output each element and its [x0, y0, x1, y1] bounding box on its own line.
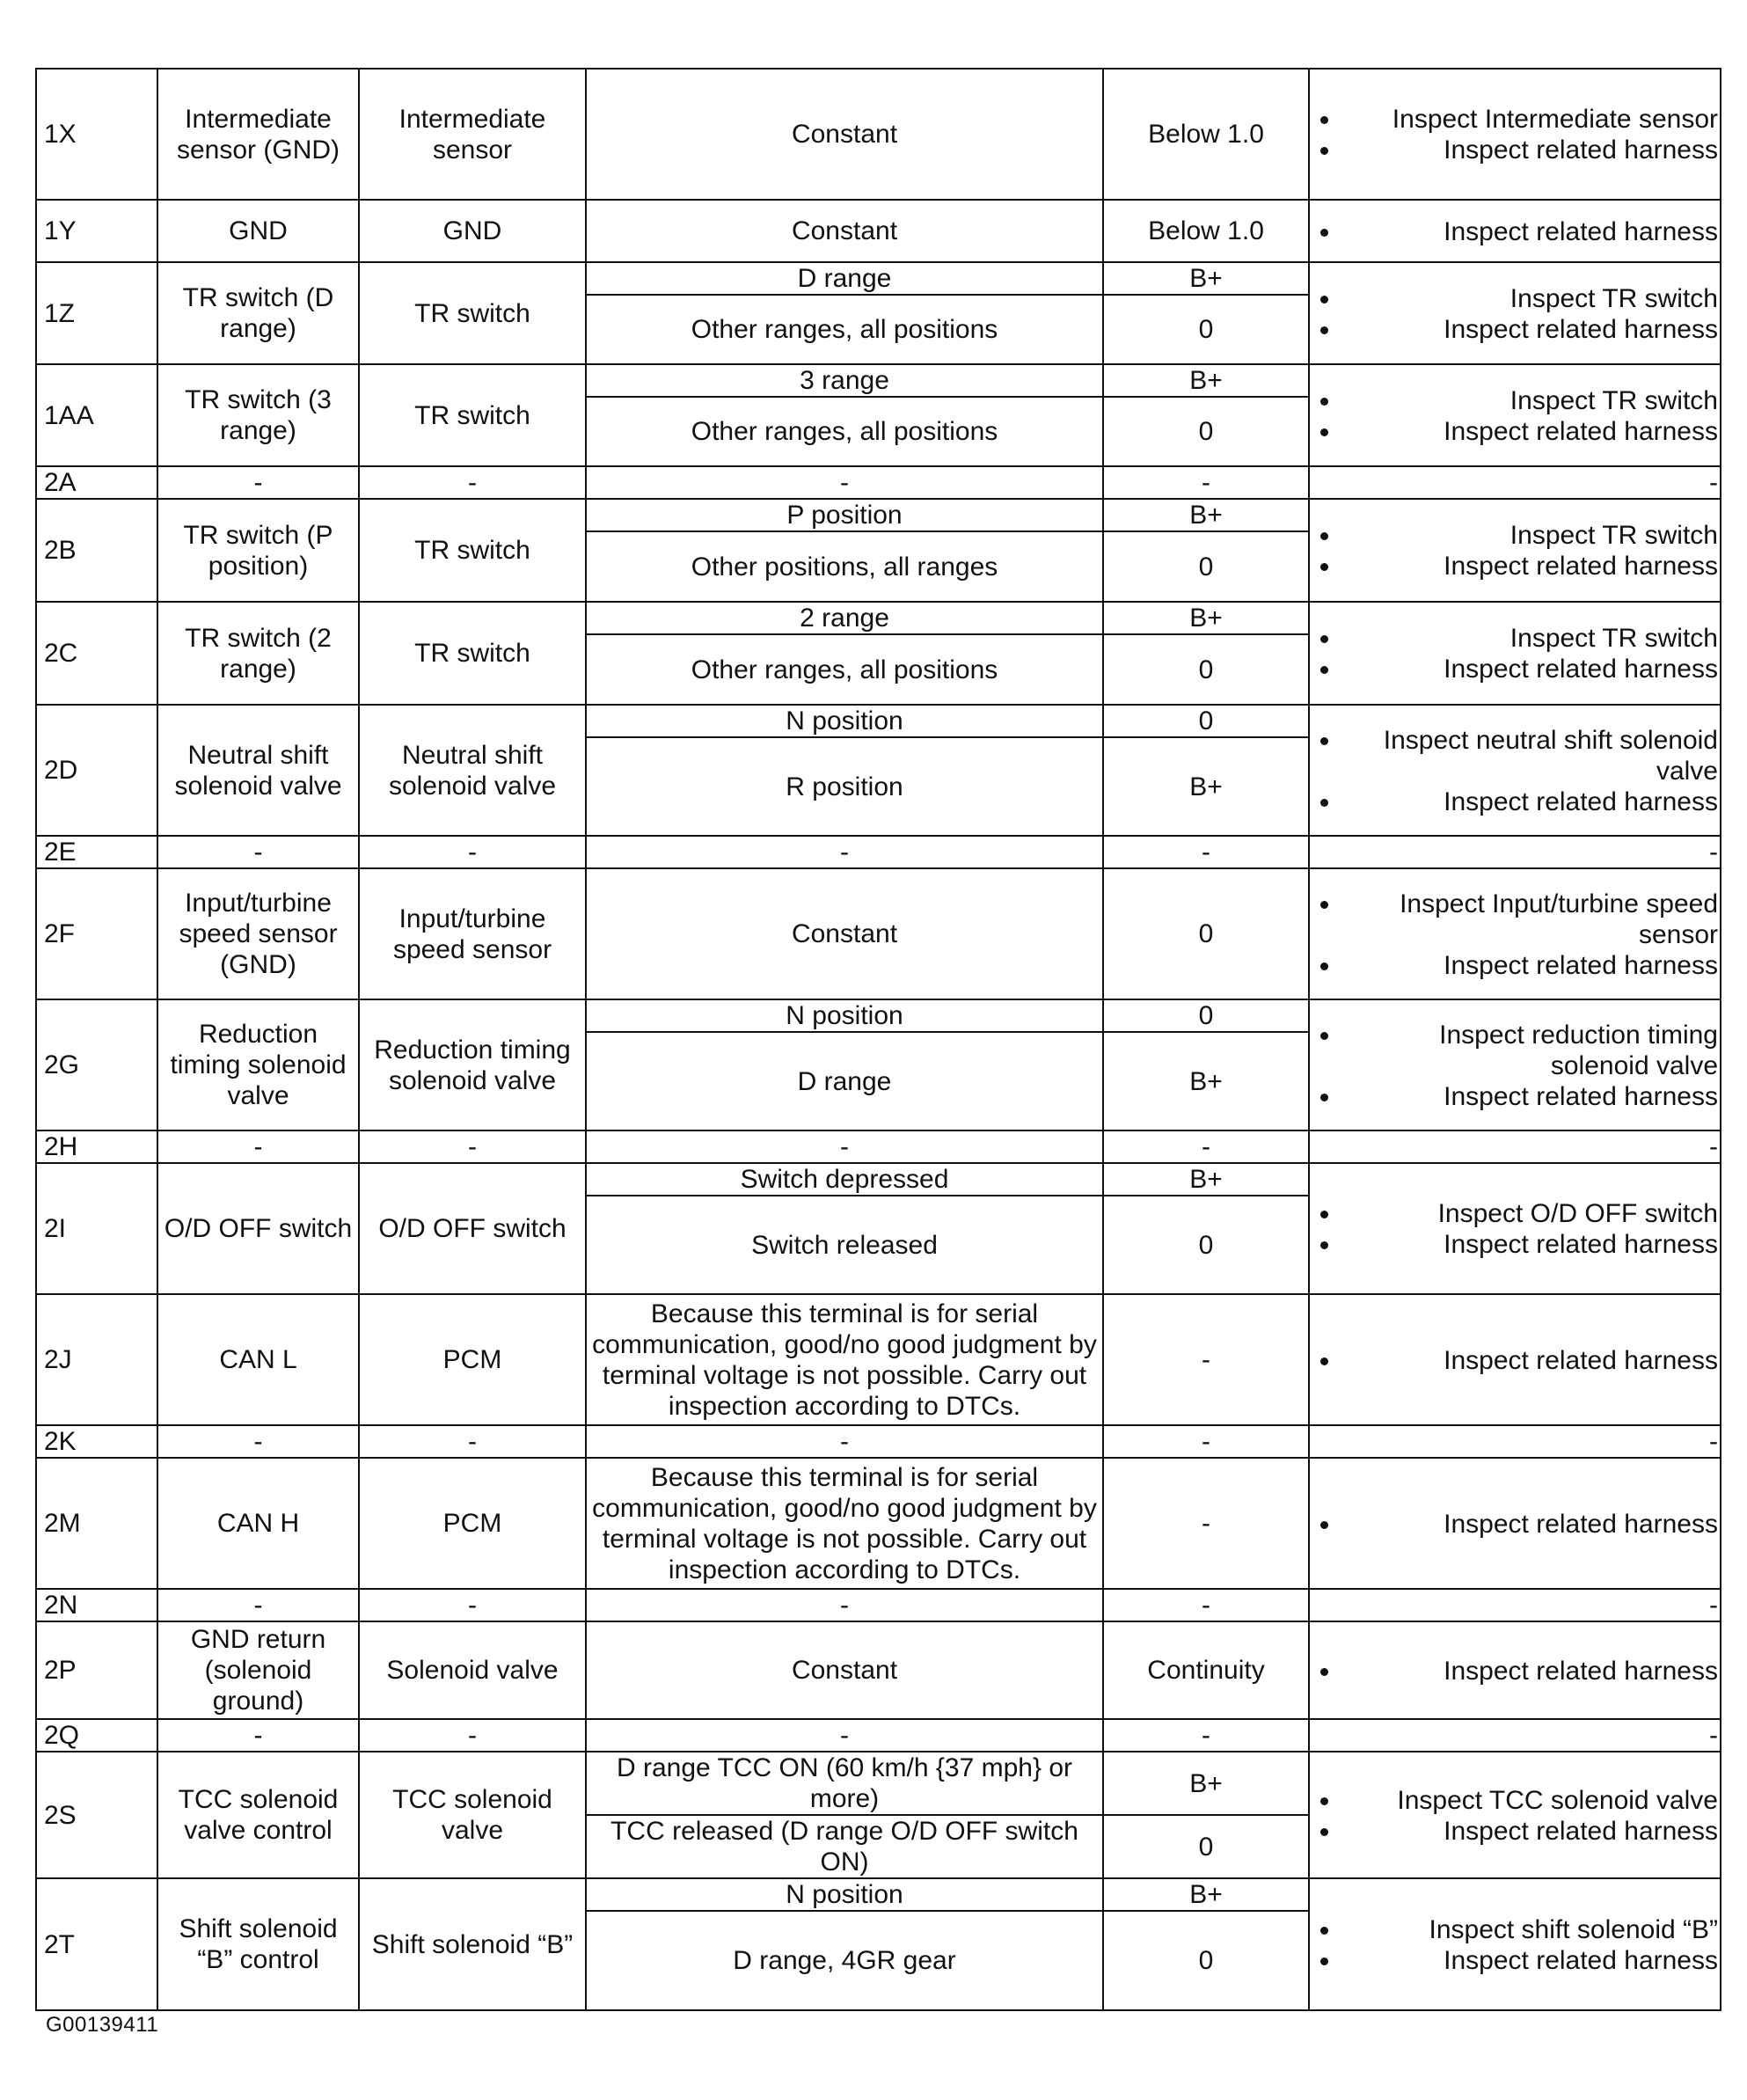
- terminal-cell: 2G: [36, 999, 157, 1130]
- action-cell: [1309, 705, 1721, 836]
- connected-name-cell: Shift solenoid “B”: [359, 1878, 586, 2010]
- action-item: • Inspect related harness: [1341, 135, 1718, 165]
- connected-name-cell: TR switch: [359, 364, 586, 466]
- condition-cell: Constant: [586, 69, 1103, 200]
- voltage-cell: Below 1.0: [1103, 69, 1309, 200]
- table-row: [36, 200, 1721, 262]
- connected-to-cell: Input/turbine speed sensor (GND): [157, 868, 359, 999]
- action-cell: [1309, 262, 1721, 364]
- condition-cell: Switch depressed: [586, 1163, 1103, 1196]
- action-cell: [1309, 1458, 1721, 1589]
- connected-name-cell: GND: [359, 200, 586, 262]
- terminal-cell: 2K: [36, 1425, 157, 1458]
- terminal-cell: 1X: [36, 69, 157, 200]
- action-cell: [1309, 868, 1721, 999]
- terminal-voltage-table: [35, 68, 1721, 2011]
- connected-to-cell: CAN L: [157, 1294, 359, 1425]
- table-row: [36, 868, 1721, 999]
- table-row: [36, 1719, 1721, 1752]
- condition-cell: P position: [586, 499, 1103, 531]
- action-cell: [1309, 1163, 1721, 1294]
- action-item: • Inspect TR switch: [1341, 623, 1718, 654]
- table-row: [36, 705, 1721, 737]
- table-row: [36, 1752, 1721, 1815]
- table-row: [36, 1163, 1721, 1196]
- connected-to-cell: -: [157, 836, 359, 868]
- action-list: [1315, 1914, 1718, 1976]
- action-list: [1315, 104, 1718, 165]
- voltage-cell: -: [1103, 836, 1309, 868]
- terminal-cell: 2N: [36, 1589, 157, 1621]
- condition-cell: N position: [586, 999, 1103, 1032]
- connected-name-cell: -: [359, 1719, 586, 1752]
- voltage-cell: Below 1.0: [1103, 200, 1309, 262]
- action-item: • Inspect related harness: [1341, 1081, 1718, 1112]
- connected-to-cell: GND return (solenoid ground): [157, 1621, 359, 1719]
- connected-to-cell: Reduction timing solenoid valve: [157, 999, 359, 1130]
- condition-cell: Other ranges, all positions: [586, 295, 1103, 364]
- terminal-cell: 2S: [36, 1752, 157, 1878]
- action-item: • Inspect related harness: [1341, 216, 1718, 247]
- connected-name-cell: -: [359, 1425, 586, 1458]
- voltage-cell: 0: [1103, 397, 1309, 466]
- action-item: • Inspect related harness: [1341, 1816, 1718, 1847]
- action-list: [1315, 623, 1718, 684]
- condition-cell: Other ranges, all positions: [586, 397, 1103, 466]
- action-item: • Inspect related harness: [1341, 787, 1718, 817]
- table-row: [36, 1589, 1721, 1621]
- terminal-cell: 1Z: [36, 262, 157, 364]
- connected-name-cell: O/D OFF switch: [359, 1163, 586, 1294]
- action-cell: -: [1309, 466, 1721, 499]
- condition-cell: Constant: [586, 1621, 1103, 1719]
- action-cell: -: [1309, 1589, 1721, 1621]
- table-row: [36, 1425, 1721, 1458]
- voltage-cell: 0: [1103, 531, 1309, 602]
- condition-cell: Because this terminal is for serial communication, good/no good judgment by terminal voltage is not possible. Carry out inspection according to DTCs.: [586, 1458, 1103, 1589]
- connected-to-cell: -: [157, 1589, 359, 1621]
- table-row: [36, 1130, 1721, 1163]
- voltage-cell: 0: [1103, 1196, 1309, 1294]
- voltage-cell: 0: [1103, 705, 1309, 737]
- voltage-cell: Continuity: [1103, 1621, 1309, 1719]
- action-cell: [1309, 602, 1721, 705]
- condition-cell: -: [586, 1719, 1103, 1752]
- voltage-cell: -: [1103, 1130, 1309, 1163]
- condition-cell: D range: [586, 262, 1103, 295]
- action-item: • Inspect related harness: [1341, 314, 1718, 345]
- action-cell: [1309, 200, 1721, 262]
- connected-name-cell: Reduction timing solenoid valve: [359, 999, 586, 1130]
- connected-name-cell: -: [359, 836, 586, 868]
- action-list: [1315, 1656, 1718, 1687]
- action-cell: -: [1309, 1130, 1721, 1163]
- condition-cell: N position: [586, 1878, 1103, 1911]
- terminal-cell: 2P: [36, 1621, 157, 1719]
- action-cell: [1309, 364, 1721, 466]
- terminal-cell: 2B: [36, 499, 157, 602]
- table-row: [36, 499, 1721, 531]
- voltage-cell: B+: [1103, 737, 1309, 836]
- action-item: • Inspect related harness: [1341, 654, 1718, 684]
- connected-name-cell: -: [359, 466, 586, 499]
- action-cell: [1309, 1294, 1721, 1425]
- voltage-cell: 0: [1103, 634, 1309, 705]
- action-list: [1315, 283, 1718, 345]
- action-list: [1315, 1198, 1718, 1260]
- action-item: • Inspect related harness: [1341, 1656, 1718, 1687]
- connected-to-cell: -: [157, 1425, 359, 1458]
- condition-cell: Other positions, all ranges: [586, 531, 1103, 602]
- condition-cell: 2 range: [586, 602, 1103, 634]
- action-item: • Inspect reduction timing solenoid valve: [1341, 1020, 1718, 1081]
- connected-name-cell: Intermediate sensor: [359, 69, 586, 200]
- action-cell: [1309, 69, 1721, 200]
- condition-cell: -: [586, 1589, 1103, 1621]
- connected-name-cell: TR switch: [359, 499, 586, 602]
- condition-cell: -: [586, 1425, 1103, 1458]
- connected-to-cell: TR switch (3 range): [157, 364, 359, 466]
- connected-to-cell: -: [157, 1719, 359, 1752]
- voltage-cell: 0: [1103, 295, 1309, 364]
- table-row: [36, 602, 1721, 634]
- terminal-cell: 2I: [36, 1163, 157, 1294]
- action-list: [1315, 1345, 1718, 1376]
- voltage-cell: B+: [1103, 1163, 1309, 1196]
- terminal-cell: 2E: [36, 836, 157, 868]
- connected-name-cell: TR switch: [359, 262, 586, 364]
- voltage-cell: B+: [1103, 1752, 1309, 1815]
- table-row: [36, 836, 1721, 868]
- connected-to-cell: Intermediate sensor (GND): [157, 69, 359, 200]
- condition-cell: TCC released (D range O/D OFF switch ON): [586, 1815, 1103, 1878]
- action-list: [1315, 889, 1718, 981]
- condition-cell: Constant: [586, 200, 1103, 262]
- action-list: [1315, 216, 1718, 247]
- action-item: • Inspect related harness: [1341, 1945, 1718, 1976]
- condition-cell: -: [586, 1130, 1103, 1163]
- terminal-cell: 1Y: [36, 200, 157, 262]
- action-list: [1315, 520, 1718, 582]
- voltage-cell: B+: [1103, 1032, 1309, 1130]
- action-cell: -: [1309, 836, 1721, 868]
- connected-to-cell: GND: [157, 200, 359, 262]
- connected-to-cell: Neutral shift solenoid valve: [157, 705, 359, 836]
- action-list: [1315, 385, 1718, 447]
- connected-name-cell: Solenoid valve: [359, 1621, 586, 1719]
- action-item: • Inspect related harness: [1341, 416, 1718, 447]
- connected-name-cell: TCC solenoid valve: [359, 1752, 586, 1878]
- action-list: [1315, 725, 1718, 817]
- connected-to-cell: Shift solenoid “B” control: [157, 1878, 359, 2010]
- connected-to-cell: -: [157, 1130, 359, 1163]
- terminal-cell: 2M: [36, 1458, 157, 1589]
- connected-to-cell: CAN H: [157, 1458, 359, 1589]
- terminal-cell: 2J: [36, 1294, 157, 1425]
- action-list: [1315, 1509, 1718, 1540]
- action-item: • Inspect TCC solenoid valve: [1341, 1785, 1718, 1816]
- connected-name-cell: Neutral shift solenoid valve: [359, 705, 586, 836]
- action-cell: [1309, 1752, 1721, 1878]
- action-item: • Inspect related harness: [1341, 551, 1718, 582]
- table-row: [36, 262, 1721, 295]
- connected-name-cell: PCM: [359, 1294, 586, 1425]
- action-item: • Inspect related harness: [1341, 1345, 1718, 1376]
- action-item: • Inspect neutral shift solenoid valve: [1341, 725, 1718, 787]
- voltage-cell: B+: [1103, 1878, 1309, 1911]
- terminal-cell: 2H: [36, 1130, 157, 1163]
- action-item: • Inspect TR switch: [1341, 385, 1718, 416]
- connected-name-cell: -: [359, 1589, 586, 1621]
- table-row: [36, 1458, 1721, 1589]
- voltage-cell: 0: [1103, 1815, 1309, 1878]
- action-list: [1315, 1020, 1718, 1112]
- action-cell: [1309, 499, 1721, 602]
- action-item: • Inspect shift solenoid “B”: [1341, 1914, 1718, 1945]
- connected-name-cell: Input/turbine speed sensor: [359, 868, 586, 999]
- voltage-cell: 0: [1103, 1911, 1309, 2010]
- voltage-cell: B+: [1103, 262, 1309, 295]
- action-item: • Inspect Input/turbine speed sensor: [1341, 889, 1718, 950]
- table-row: [36, 1878, 1721, 1911]
- terminal-cell: 2Q: [36, 1719, 157, 1752]
- action-item: • Inspect O/D OFF switch: [1341, 1198, 1718, 1229]
- voltage-cell: B+: [1103, 364, 1309, 397]
- action-item: • Inspect Intermediate sensor: [1341, 104, 1718, 135]
- voltage-cell: -: [1103, 466, 1309, 499]
- table-row: [36, 364, 1721, 397]
- connected-name-cell: PCM: [359, 1458, 586, 1589]
- action-item: • Inspect related harness: [1341, 950, 1718, 981]
- connected-to-cell: TCC solenoid valve control: [157, 1752, 359, 1878]
- connected-to-cell: TR switch (P position): [157, 499, 359, 602]
- table-row: [36, 999, 1721, 1032]
- connected-to-cell: TR switch (D range): [157, 262, 359, 364]
- voltage-cell: -: [1103, 1589, 1309, 1621]
- action-cell: -: [1309, 1719, 1721, 1752]
- condition-cell: D range, 4GR gear: [586, 1911, 1103, 2010]
- connected-to-cell: O/D OFF switch: [157, 1163, 359, 1294]
- terminal-cell: 2A: [36, 466, 157, 499]
- voltage-cell: -: [1103, 1458, 1309, 1589]
- terminal-cell: 2C: [36, 602, 157, 705]
- action-cell: [1309, 999, 1721, 1130]
- voltage-cell: 0: [1103, 868, 1309, 999]
- condition-cell: D range: [586, 1032, 1103, 1130]
- condition-cell: Because this terminal is for serial communication, good/no good judgment by terminal voltage is not possible. Carry out inspection according to DTCs.: [586, 1294, 1103, 1425]
- table-row: [36, 466, 1721, 499]
- condition-cell: R position: [586, 737, 1103, 836]
- action-cell: [1309, 1878, 1721, 2010]
- connected-to-cell: TR switch (2 range): [157, 602, 359, 705]
- action-item: • Inspect TR switch: [1341, 520, 1718, 551]
- table-row: [36, 69, 1721, 200]
- voltage-cell: -: [1103, 1719, 1309, 1752]
- condition-cell: D range TCC ON (60 km/h {37 mph} or more): [586, 1752, 1103, 1815]
- condition-cell: -: [586, 836, 1103, 868]
- connected-to-cell: -: [157, 466, 359, 499]
- voltage-cell: 0: [1103, 999, 1309, 1032]
- condition-cell: 3 range: [586, 364, 1103, 397]
- action-item: • Inspect related harness: [1341, 1229, 1718, 1260]
- condition-cell: N position: [586, 705, 1103, 737]
- voltage-cell: -: [1103, 1294, 1309, 1425]
- voltage-cell: B+: [1103, 602, 1309, 634]
- condition-cell: -: [586, 466, 1103, 499]
- table-body: [36, 69, 1721, 2010]
- connected-name-cell: -: [359, 1130, 586, 1163]
- voltage-cell: B+: [1103, 499, 1309, 531]
- condition-cell: Switch released: [586, 1196, 1103, 1294]
- action-item: • Inspect TR switch: [1341, 283, 1718, 314]
- terminal-cell: 2D: [36, 705, 157, 836]
- action-cell: -: [1309, 1425, 1721, 1458]
- action-list: [1315, 1785, 1718, 1847]
- connected-name-cell: TR switch: [359, 602, 586, 705]
- action-item: • Inspect related harness: [1341, 1509, 1718, 1540]
- table-row: [36, 1621, 1721, 1719]
- action-cell: [1309, 1621, 1721, 1719]
- voltage-cell: -: [1103, 1425, 1309, 1458]
- condition-cell: Other ranges, all positions: [586, 634, 1103, 705]
- table-row: [36, 1294, 1721, 1425]
- terminal-cell: 2T: [36, 1878, 157, 2010]
- terminal-cell: 2F: [36, 868, 157, 999]
- document-id: G00139411: [46, 2013, 159, 2037]
- condition-cell: Constant: [586, 868, 1103, 999]
- terminal-cell: 1AA: [36, 364, 157, 466]
